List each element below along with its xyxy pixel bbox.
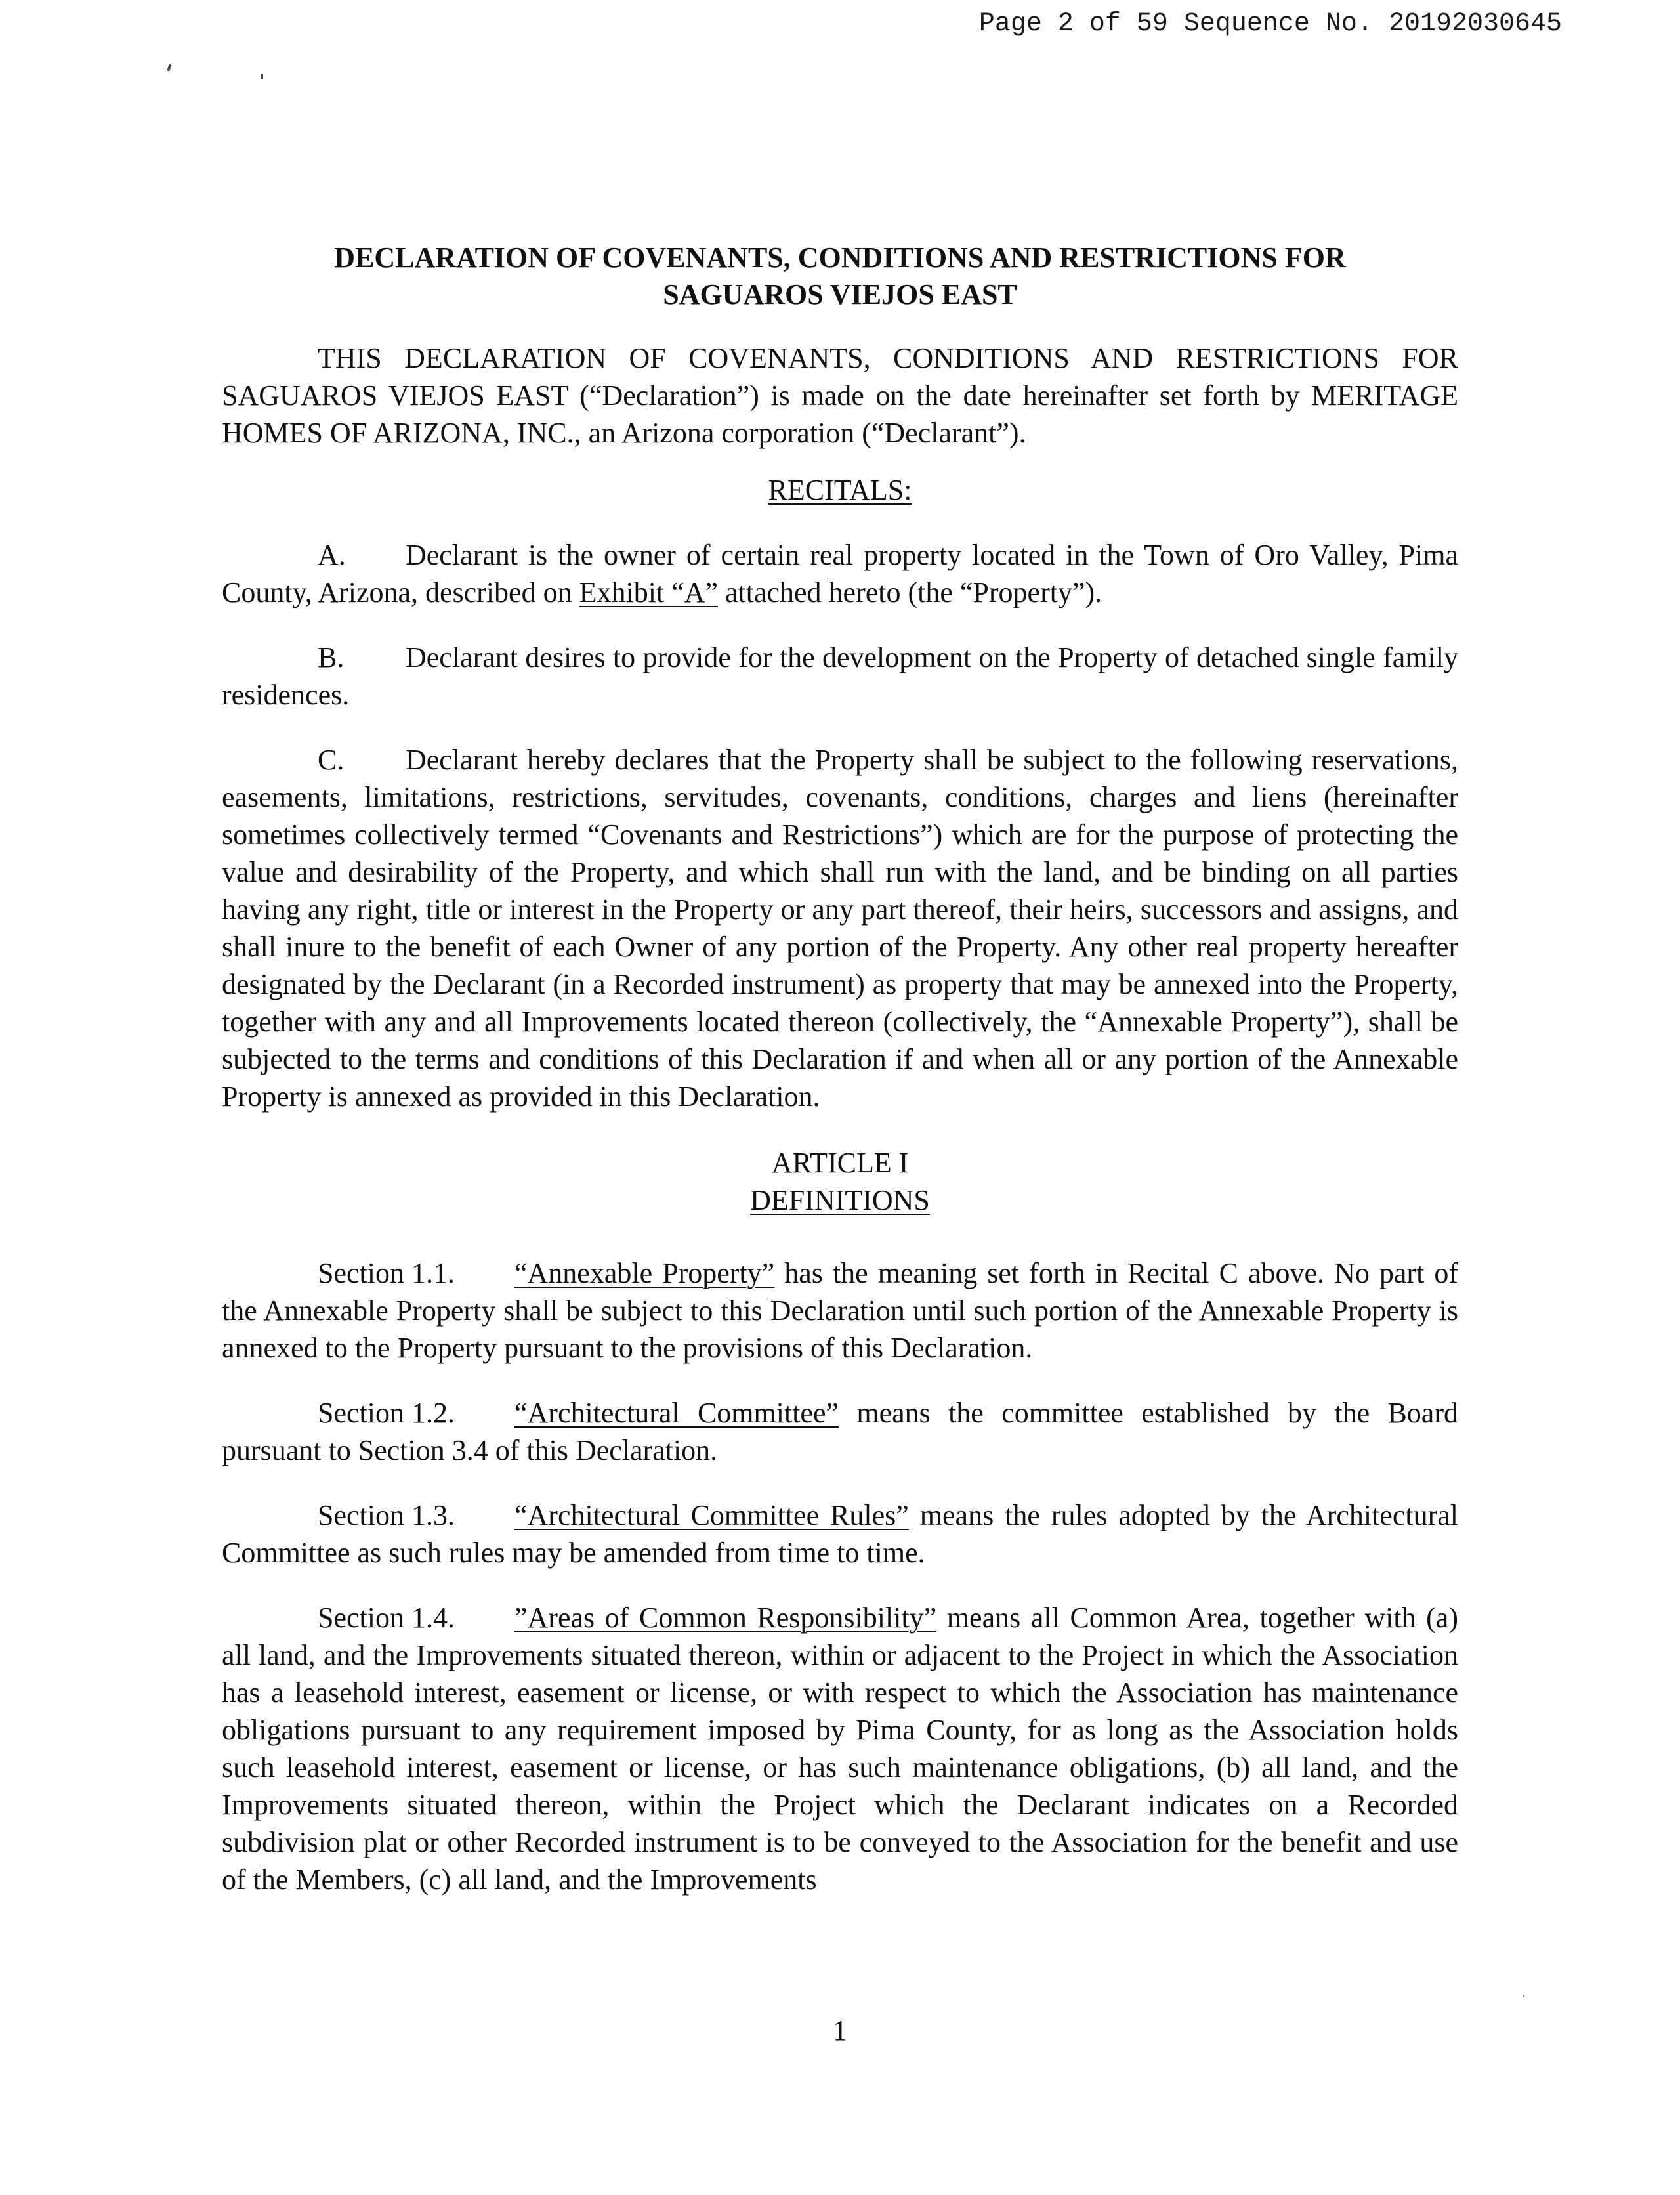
section-text: means the committee established by the Board pursuant to Section 3.4 of this Declaration.: [222, 1397, 1458, 1466]
article-title-text: DEFINITIONS: [750, 1184, 930, 1216]
document-title-line-1: DECLARATION OF COVENANTS, CONDITIONS AND RESTRICTIONS FOR: [334, 242, 1346, 274]
section-text: has the meaning set forth in Recital C above. No part of the Annexable Property shall be subject to this Declaration until such portion of the Annexable Property is annexed to the Property pursuant to the provisions of this Declaration.: [222, 1257, 1458, 1364]
recital-c-label: C.: [318, 744, 345, 776]
exhibit-a-reference: Exhibit “A”: [579, 576, 718, 608]
recitals-heading: [222, 471, 1458, 509]
defined-term: ”Areas of Common Responsibility”: [514, 1602, 937, 1634]
recital-a-label: A.: [318, 539, 346, 571]
defined-term: “Architectural Committee”: [514, 1397, 839, 1429]
scan-mark: [261, 74, 263, 79]
recital-b-text: Declarant desires to provide for the development on the Property of detached single family residences.: [222, 641, 1458, 711]
recital-a: [222, 536, 1458, 611]
recital-c-text: Declarant hereby declares that the Property shall be subject to the following reservations, easements, limitations, restrictions, servitudes, covenants, conditions, charges and liens (hereinafter sometimes collectively termed “Covenants and Restrictions”) which are for the purpose of protecting the value and desirability of the Property, and which shall run with the land, and be binding on all parties having any right, title or interest in the Property or any part thereof, their heirs, successors and assigns, and shall inure to the benefit of each Owner of any portion of the Property. Any other real property hereafter designated by the Declarant (in a Recorded instrument) as property that may be annexed into the Property, together with any and all Improvements located thereon (collectively, the “Annexable Property”), shall be subjected to the terms and conditions of this Declaration if and when all or any portion of the Annexable Property is annexed as provided in this Declaration.: [222, 744, 1458, 1113]
page-number: 1: [833, 2014, 847, 2047]
recital-c: [222, 741, 1458, 1115]
defined-term: “Annexable Property”: [514, 1257, 775, 1289]
section-text: means the rules adopted by the Architectural Committee as such rules may be amended from time to time.: [222, 1499, 1458, 1569]
section-label: Section 1.4.: [318, 1602, 455, 1634]
section-label: Section 1.3.: [318, 1499, 455, 1531]
section-1-1: [222, 1254, 1458, 1367]
section-label: Section 1.1.: [318, 1257, 455, 1289]
recital-b: [222, 639, 1458, 714]
recitals-heading-text: RECITALS:: [768, 474, 912, 506]
article-title: [222, 1182, 1458, 1219]
section-1-2: [222, 1394, 1458, 1469]
recital-a-text-end: attached hereto (the “Property”).: [717, 576, 1102, 608]
section-label: Section 1.2.: [318, 1397, 455, 1429]
section-1-4: [222, 1599, 1458, 1898]
recital-a-text: Declarant is the owner of certain real property located in the Town of Oro Valley, Pima County, Arizona, described on: [222, 539, 1458, 608]
page-sequence-stamp: Page 2 of 59 Sequence No. 20192030645: [978, 9, 1562, 39]
section-1-3: [222, 1497, 1458, 1571]
article-heading: ARTICLE I: [771, 1147, 909, 1179]
section-text: means all Common Area, together with (a) all land, and the Improvements situated thereon, within or adjacent to the Project in which the Association has a leasehold interest, easement or license, or with respect to which the Association has maintenance obligations pursuant to any requirement imposed by Pima County, for as long as the Association holds such leasehold interest, easement or license, or has such maintenance obligations, (b) all land, and the Improvements situated thereon, within the Project which the Declarant indicates on a Recorded subdivision plat or other Recorded instrument is to be conveyed to the Association for the benefit and use of the Members, (c) all land, and the Improvements: [222, 1602, 1458, 1896]
defined-term: “Architectural Committee Rules”: [514, 1499, 909, 1531]
document-body: [222, 240, 1458, 1898]
scan-mark: [167, 64, 171, 72]
recital-b-label: B.: [318, 641, 345, 673]
scan-mark: [1522, 1995, 1524, 1997]
document-title-line-2: SAGUAROS VIEJOS EAST: [663, 278, 1017, 310]
intro-paragraph: THIS DECLARATION OF COVENANTS, CONDITIONS AND RESTRICTIONS FOR SAGUAROS VIEJOS EAST (“Declaration”) is made on the date hereinafter set forth by MERITAGE HOMES OF ARIZONA, INC., an Arizona corporation (“Declarant”).: [222, 342, 1458, 449]
